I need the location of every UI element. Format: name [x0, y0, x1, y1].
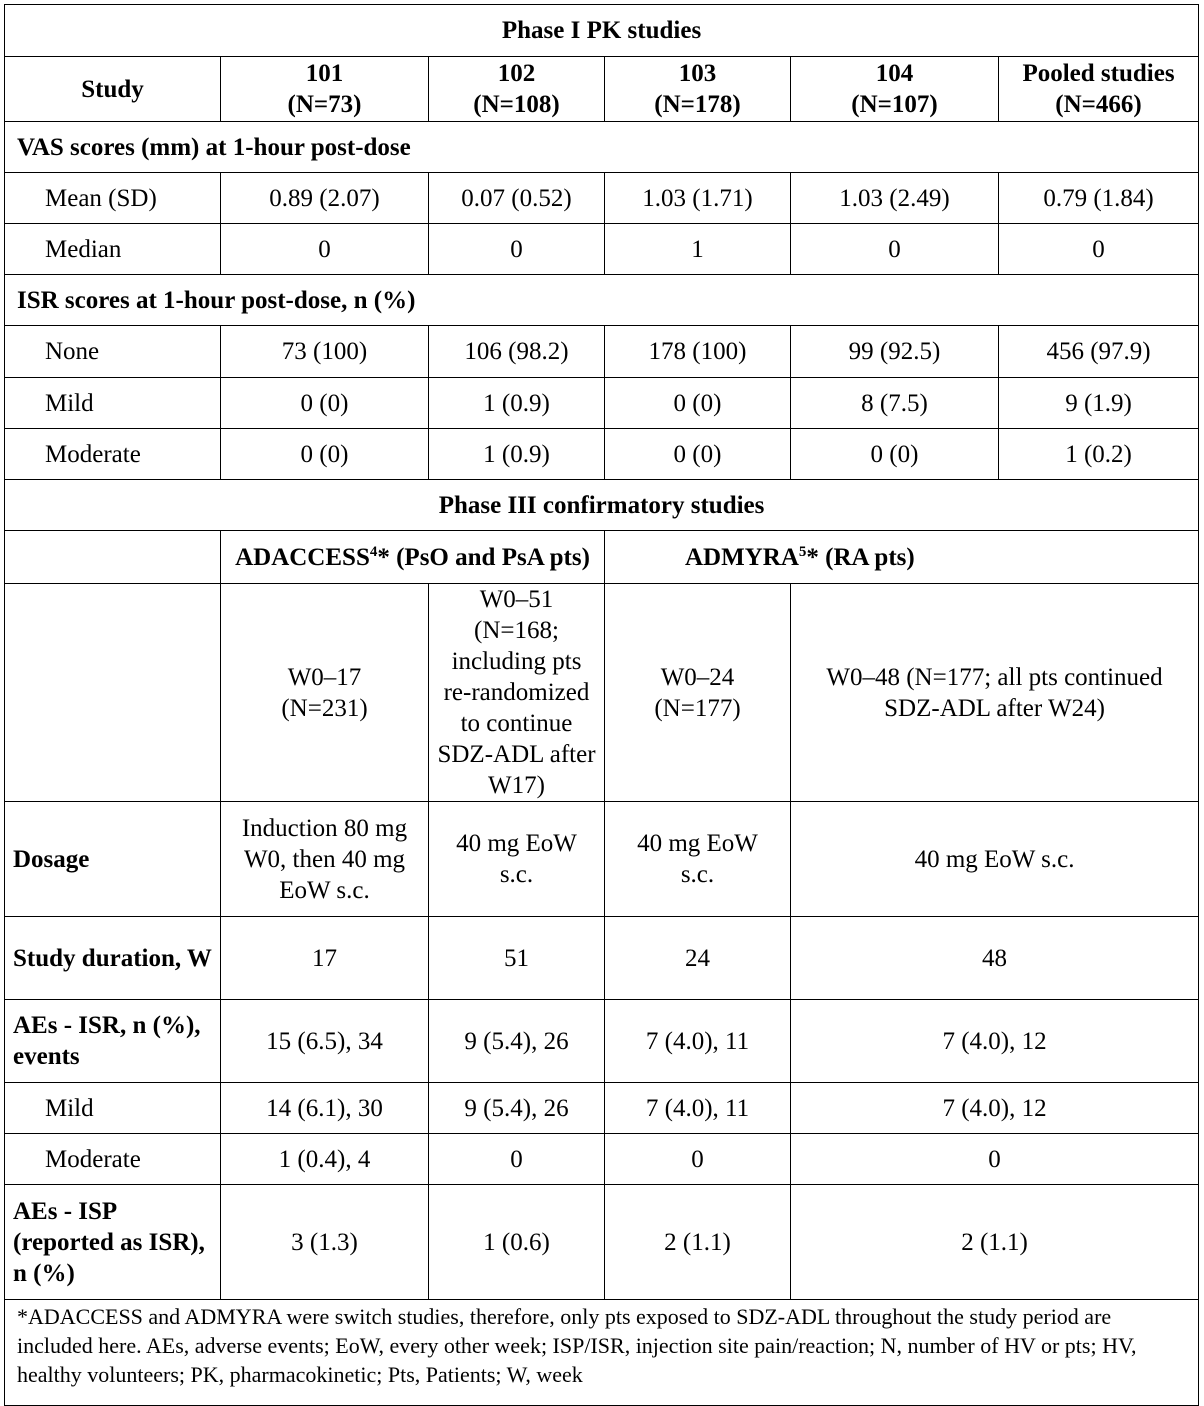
table-cell: 0 (0)	[605, 429, 791, 480]
phase1-header-row	[5, 57, 1199, 122]
table-cell: 0	[605, 1134, 791, 1185]
table-cell: 2 (1.1)	[605, 1185, 791, 1300]
table-cell: 1	[605, 224, 791, 275]
aes-isr-row	[5, 1000, 1199, 1083]
table-cell: 0	[429, 224, 605, 275]
table-cell: 40 mg EoW s.c.	[605, 802, 791, 917]
isr-moderate-row	[5, 429, 1199, 480]
table-cell: 3 (1.3)	[221, 1185, 429, 1300]
table-cell: 0.89 (2.07)	[221, 173, 429, 224]
table-cell: 0 (0)	[221, 429, 429, 480]
table-cell: Induction 80 mg W0, then 40 mg EoW s.c.	[221, 802, 429, 917]
table-cell: 0	[791, 1134, 1199, 1185]
phase3-group-row	[5, 531, 1199, 584]
row-label: AEs - ISP (reported as ISR), n (%)	[5, 1185, 221, 1300]
table-cell: 1.03 (1.71)	[605, 173, 791, 224]
table-cell: 106 (98.2)	[429, 326, 605, 378]
table-cell: 0 (0)	[605, 378, 791, 429]
table-cell: 0.07 (0.52)	[429, 173, 605, 224]
admyra-group-header: ADMYRA$^5$* (RA pts)	[605, 531, 1199, 584]
adaccess-group-header: ADACCESS$^4$* (PsO and PsA pts)	[221, 531, 605, 584]
phase3-period-row	[5, 584, 1199, 802]
isr-section-title: ISR scores at 1-hour post-dose, n (%)	[5, 275, 1199, 326]
dosage-row	[5, 802, 1199, 917]
phase1-title-row	[5, 5, 1199, 57]
table-cell: 0 (0)	[221, 378, 429, 429]
row-label: Mean (SD)	[5, 173, 221, 224]
row-label: Moderate	[5, 1134, 221, 1185]
study-102-header: 102 (N=108)	[429, 57, 605, 122]
study-101-header: 101 (N=73)	[221, 57, 429, 122]
vas-median-row	[5, 224, 1199, 275]
table-cell: 7 (4.0), 11	[605, 1083, 791, 1134]
table-cell: 0	[221, 224, 429, 275]
vas-mean-row	[5, 173, 1199, 224]
table-cell: 1.03 (2.49)	[791, 173, 999, 224]
table-cell: 7 (4.0), 12	[791, 1083, 1199, 1134]
study-104-header: 104 (N=107)	[791, 57, 999, 122]
table-cell: 24	[605, 917, 791, 1000]
table-cell: 48	[791, 917, 1199, 1000]
table-cell: 0	[999, 224, 1199, 275]
adaccess-w0-51-header: W0–51 (N=168; including pts re-randomized to continue SDZ-ADL after W17)	[429, 584, 605, 802]
table-cell: 9 (1.9)	[999, 378, 1199, 429]
table-cell: 1 (0.9)	[429, 429, 605, 480]
table-footnote: *ADACCESS and ADMYRA were switch studies, therefore, only pts exposed to SDZ-ADL throughout the study period are included here. AEs, adverse events; EoW, every other week; ISP/ISR, injection site pain/reaction; N, number of HV or pts; HV, healthy volunteers; PK, pharmacokinetic; Pts, Patients; W, week	[5, 1300, 1199, 1406]
row-label: AEs - ISR, n (%), events	[5, 1000, 221, 1083]
phase1-title: Phase I PK studies	[5, 5, 1199, 57]
row-label: Moderate	[5, 429, 221, 480]
table-cell: 14 (6.1), 30	[221, 1083, 429, 1134]
table-cell: 99 (92.5)	[791, 326, 999, 378]
table-cell: 1 (0.6)	[429, 1185, 605, 1300]
table-cell: 1 (0.9)	[429, 378, 605, 429]
admyra-w0-24-header: W0–24 (N=177)	[605, 584, 791, 802]
admyra-w0-48-header: W0–48 (N=177; all pts continued SDZ-ADL after W24)	[791, 584, 1199, 802]
table-cell: 0	[791, 224, 999, 275]
vas-section-title: VAS scores (mm) at 1-hour post-dose	[5, 122, 1199, 173]
aes-isr-moderate-row	[5, 1134, 1199, 1185]
row-label: Dosage	[5, 802, 221, 917]
table-cell: 40 mg EoW s.c.	[791, 802, 1199, 917]
row-label: Median	[5, 224, 221, 275]
pooled-studies-header: Pooled studies (N=466)	[999, 57, 1199, 122]
table-cell: 9 (5.4), 26	[429, 1083, 605, 1134]
table-cell: 7 (4.0), 11	[605, 1000, 791, 1083]
isr-section-row	[5, 275, 1199, 326]
table-cell: 51	[429, 917, 605, 1000]
table-cell: 456 (97.9)	[999, 326, 1199, 378]
table-cell: 0.79 (1.84)	[999, 173, 1199, 224]
empty-cell	[5, 584, 221, 802]
table-cell: 9 (5.4), 26	[429, 1000, 605, 1083]
empty-cell	[5, 531, 221, 584]
row-label: None	[5, 326, 221, 378]
injection-site-safety-table	[4, 4, 1199, 1406]
aes-isp-row	[5, 1185, 1199, 1300]
study-103-header: 103 (N=178)	[605, 57, 791, 122]
isr-mild-row	[5, 378, 1199, 429]
table-cell: 0 (0)	[791, 429, 999, 480]
vas-section-row	[5, 122, 1199, 173]
table-cell: 1 (0.4), 4	[221, 1134, 429, 1185]
aes-isr-mild-row	[5, 1083, 1199, 1134]
adaccess-w0-17-header: W0–17 (N=231)	[221, 584, 429, 802]
table-cell: 15 (6.5), 34	[221, 1000, 429, 1083]
safety-table-container	[4, 4, 1198, 1406]
phase3-title-row	[5, 480, 1199, 531]
phase3-title: Phase III confirmatory studies	[5, 480, 1199, 531]
row-label: Study duration, W	[5, 917, 221, 1000]
table-cell: 7 (4.0), 12	[791, 1000, 1199, 1083]
table-cell: 2 (1.1)	[791, 1185, 1199, 1300]
row-label: Mild	[5, 1083, 221, 1134]
table-cell: 178 (100)	[605, 326, 791, 378]
table-cell: 17	[221, 917, 429, 1000]
table-cell: 73 (100)	[221, 326, 429, 378]
row-label: Mild	[5, 378, 221, 429]
isr-none-row	[5, 326, 1199, 378]
table-cell: 1 (0.2)	[999, 429, 1199, 480]
table-cell: 0	[429, 1134, 605, 1185]
table-cell: 40 mg EoW s.c.	[429, 802, 605, 917]
study-duration-row	[5, 917, 1199, 1000]
table-cell: 8 (7.5)	[791, 378, 999, 429]
study-column-header: Study	[5, 57, 221, 122]
footnote-row	[5, 1300, 1199, 1406]
